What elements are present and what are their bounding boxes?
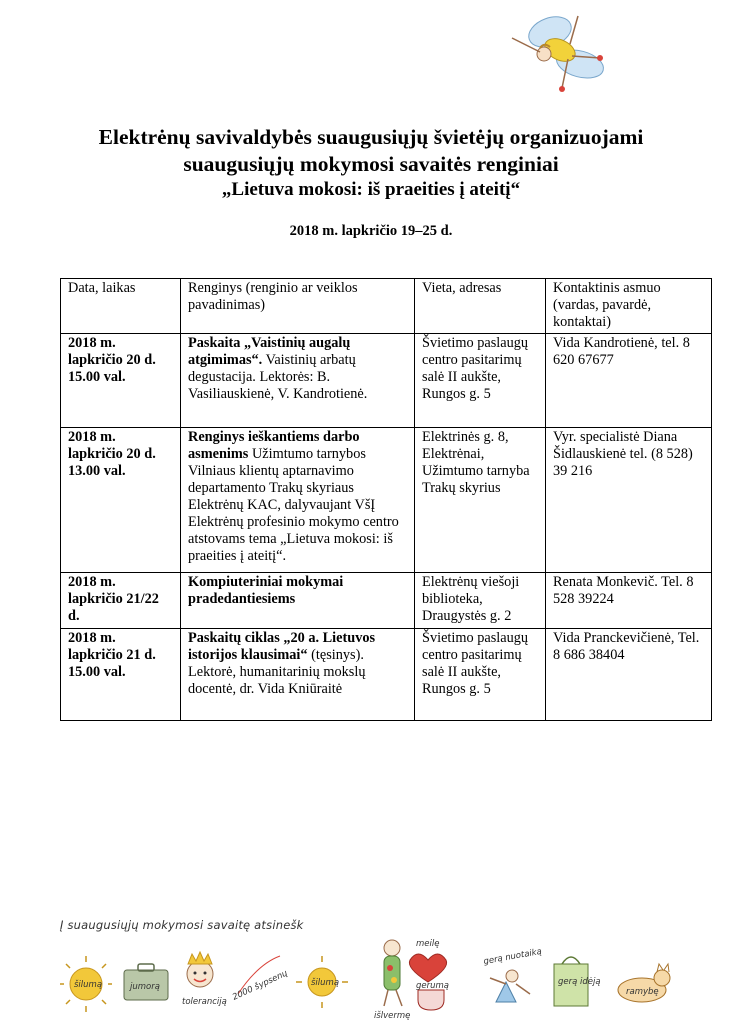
event-description: Užimtumo tarnybos Vilniaus klientų aptarnavimo departamento Trakų skyriaus Elektrėnų KAC, dalyvaujant VšĮ Elektrėnų profesinio mokymo centro atstovams tema „Lietuva mokosi: iš praeities į ateitį“. [188,446,399,564]
row-place: Elektrėnų viešoji biblioteka, Draugystės g. 2 [415,573,546,629]
row-contact: Vyr. specialistė Diana Šidlauskienė tel. (8 528) 39 216 [546,428,712,573]
footer-label: 2000 šypsenų [231,968,290,1003]
row-date: 2018 m. lapkričio 20 d. 13.00 val. [61,428,181,573]
row-event [181,629,415,721]
event-description: Vaistinių arbatų degustacija. Lektorės: B. Vasiliauskienė, V. Kandrotienė. [188,352,368,402]
dancer-icon [490,970,530,1002]
figure-icon [384,940,402,1006]
angel-illustration [500,4,620,100]
event-period: 2018 m. lapkričio 19–25 d. [289,223,453,239]
column-header-event: Renginys (renginio ar veiklos pavadinimas) [181,279,415,334]
footer-illustrations [60,934,680,1020]
footer-label: gerą idėją [558,977,601,987]
footer-label: gerumą [416,981,449,991]
footer-label: šilumą [74,980,103,990]
table-row [61,428,712,573]
event-title: Paskaitų ciklas „20 a. Lietuvos istorijos klausimai“ [188,630,376,663]
column-header-place: Vieta, adresas [415,279,546,334]
title-line-2: suaugusiųjų mokymosi savaitės renginiai [183,152,559,176]
row-contact: Renata Monkevič. Tel. 8 528 39224 [546,573,712,629]
crown-face-icon [187,952,213,987]
row-contact: Vida Pranckevičienė, Tel. 8 686 38404 [546,629,712,721]
row-place: Švietimo paslaugų centro pasitarimų salė II aukšte, Rungos g. 5 [415,334,546,428]
footer-label: meilę [416,939,440,949]
event-title: Kompiuteriniai mokymai pradedantiesiems [188,574,344,607]
footer-label: šilumą [311,978,340,988]
cup-icon [418,990,444,1010]
row-date: 2018 m. lapkričio 20 d. 15.00 val. [61,334,181,428]
event-title: Renginys ieškantiems darbo asmenims [188,429,360,462]
table-row [61,334,712,428]
footer-label: išlvermę [374,1011,411,1020]
row-place: Elektrinės g. 8, Elektrėnai, Užimtumo tarnyba Trakų skyrius [415,428,546,573]
row-date: 2018 m. lapkričio 21/22 d. [61,573,181,629]
table-row [61,573,712,629]
events-table [60,278,712,721]
event-title: Paskaita „Vaistinių augalų atgimimas“. [188,335,351,368]
row-event [181,428,415,573]
column-header-contact: Kontaktinis asmuo (vardas, pavardė, kontaktai) [546,279,712,334]
row-contact: Vida Kandrotienė, tel. 8 620 67677 [546,334,712,428]
footer-label: ramybę [626,987,659,997]
table-header-row [61,279,712,334]
footer-slogan: Į suaugusiųjų mokymosi savaitę atsinešk [60,918,304,932]
column-header-date: Data, laikas [61,279,181,334]
document-title [0,124,742,202]
row-place: Švietimo paslaugų centro pasitarimų salė II aukšte, Rungos g. 5 [415,629,546,721]
row-date: 2018 m. lapkričio 21 d. 15.00 val. [61,629,181,721]
footer-label: gerą nuotaiką [482,946,543,967]
title-line-1: Elektrėnų savivaldybės suaugusiųjų švietėjų organizuojami [98,125,644,149]
footer-label: jumorą [130,982,160,992]
row-event [181,334,415,428]
heart-icon [409,954,446,982]
footer-label: toleranciją [182,997,227,1007]
row-event [181,573,415,629]
table-row [61,629,712,721]
event-description: (tęsinys). Lektorė, humanitarinių mokslų docentė, dr. Vida Kniūraitė [188,647,366,697]
title-subtitle: „Lietuva mokosi: iš praeities į ateitį“ [221,179,521,200]
